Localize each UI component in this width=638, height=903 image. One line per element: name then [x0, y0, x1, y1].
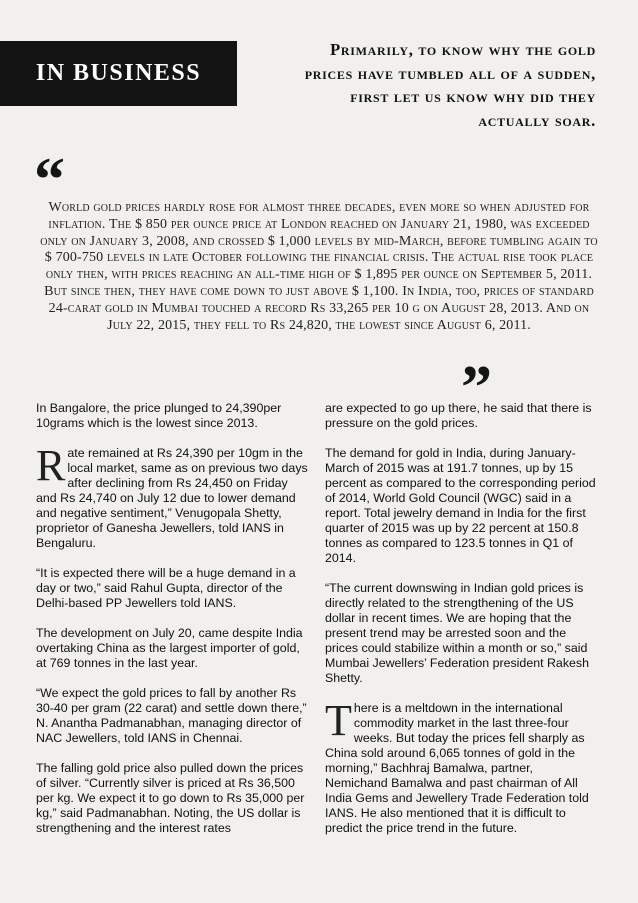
- pull-quote: World gold prices hardly rose for almost three decades, even more so when adjusted for inflation. The $ 850 per ounce price at London reached on January 21, 1980, was exceeded only on January 3, 2008, and crossed $ 1,000 levels by mid-March, before tumbling again to $ 700-750 levels in late October following the financial crisis. The actual rise took place only then, with prices reaching an all-time high of $ 1,895 per ounce on September 5, 2011. But since then, they have come down to just above $ 1,100. In India, too, prices of standard 24-carat gold in Mumbai touched a record Rs 33,265 per 10 g on August 28, 2013. And on July 22, 2015, they fell to Rs 24,820, the lowest since August 6, 2011.: [40, 200, 598, 333]
- section-label: IN BUSINESS: [35, 60, 202, 86]
- paragraph: The demand for gold in India, during January-March of 2015 was at 191.7 tonnes, up by 15 percent as compared to the corresponding period of 2014, World Gold Council (WGC) said in a report. Total jewelry demand in India for the first quarter of 2015 was up by 22 percent at 150.8 tonnes as compared to 123.5 tonnes in Q1 of 2014.: [325, 446, 596, 565]
- paragraph: The falling gold price also pulled down the prices of silver. “Currently silver is priced at Rs 36,500 per kg. We expect it to go down to Rs 35,000 per kg,” said Padmanabhan. Noting, the US dollar is strengthening and the interest rates: [36, 761, 305, 835]
- paragraph: The development on July 20, came despite India overtaking China as the largest importer of gold, at 769 tonnes in the last year.: [36, 626, 303, 670]
- paragraph-text: ate remained at Rs 24,390 per 10gm in the local market, same as on previous two days after declining from Rs 24,450 on Friday and Rs 24,740 on July 12 due to lower demand and negative sentiment,” Venugopala Shetty, proprietor of Ganesha Jewellers, told IANS in Bengaluru.: [36, 446, 308, 550]
- article-column-left: [36, 401, 308, 851]
- paragraph-text: here is a meltdown in the international commodity market in the last three-four weeks. But today the prices fell sharply as China sold around 6,065 tonnes of gold in the morning,” Bachhraj Bamalwa, partner, Nemichand Bamalwa and past chairman of All India Gems and Jewellery Trade Federation told IANS. He also mentioned that it is difficult to predict the price trend in the future.: [325, 701, 589, 835]
- paragraph: In Bangalore, the price plunged to 24,390per 10grams which is the lowest since 2013.: [36, 401, 282, 430]
- section-banner: [0, 41, 237, 106]
- paragraph: are expected to go up there, he said that there is pressure on the gold prices.: [325, 401, 592, 430]
- paragraph: “The current downswing in Indian gold prices is directly related to the strengthening of the US dollar in recent times. We are hoping that the present trend may be arrested soon and the prices could stabilize within a month or so,” said Mumbai Jewellers’ Federation president Rakesh Shetty.: [325, 581, 589, 685]
- headline: Primarily, to know why the gold prices have tumbled all of a sudden, first let us know why did they actually soar.: [304, 40, 596, 130]
- close-quote-mark: ”: [461, 354, 492, 422]
- open-quote-mark: “: [34, 146, 65, 214]
- paragraph: “It is expected there will be a huge demand in a day or two,” said Rahul Gupta, director of the Delhi-based PP Jewellers told IANS.: [36, 566, 296, 610]
- paragraph-dropcap: [36, 441, 308, 551]
- drop-cap: R: [36, 441, 66, 490]
- drop-cap: T: [325, 696, 352, 745]
- paragraph: “We expect the gold prices to fall by another Rs 30-40 per gram (22 carat) and settle down there,” N. Anantha Padmanabhan, managing director of NAC Jewellers, told IANS in Chennai.: [36, 686, 307, 745]
- article-column-right: [325, 401, 597, 851]
- paragraph-dropcap: [325, 696, 597, 836]
